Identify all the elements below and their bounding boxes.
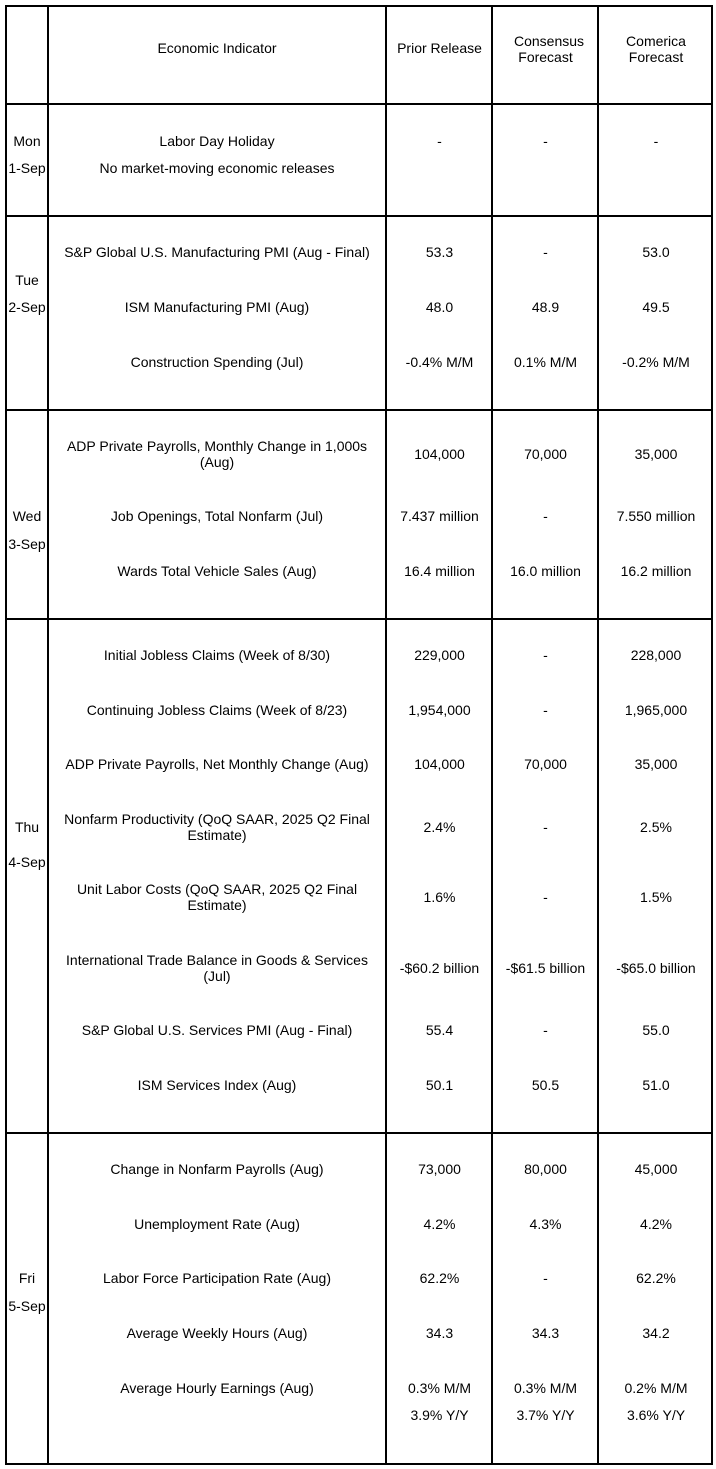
- comerica-value: 228,000: [630, 647, 682, 663]
- comerica-value: 45,000: [634, 1161, 678, 1177]
- indicator-name: Labor Day Holiday: [159, 133, 275, 149]
- indicator-name: Average Weekly Hours (Aug): [126, 1325, 308, 1341]
- table-border-top: [5, 5, 713, 7]
- table-border-right: [711, 5, 713, 1465]
- prior-value: -: [437, 133, 442, 149]
- consensus-value: 70,000: [524, 756, 567, 772]
- comerica-value: 35,000: [634, 446, 678, 462]
- day-date: 4-Sep: [8, 854, 46, 870]
- indicator-name: Nonfarm Productivity (QoQ SAAR, 2025 Q2 Final Estimate): [64, 811, 370, 843]
- prior-value: 1.6%: [423, 889, 456, 905]
- indicator-name: Initial Jobless Claims (Week of 8/30): [103, 647, 331, 663]
- prior-value: 104,000: [414, 446, 465, 462]
- comerica-value: -$65.0 billion: [616, 960, 696, 976]
- comerica-value: 62.2%: [636, 1270, 676, 1286]
- comerica-value: 1.5%: [640, 889, 672, 905]
- day-weekday: Wed: [12, 508, 42, 524]
- consensus-value: -: [543, 819, 548, 835]
- comerica-value: 7.550 million: [616, 508, 696, 524]
- indicator-name: Continuing Jobless Claims (Week of 8/23): [86, 702, 348, 718]
- indicator-name: Construction Spending (Jul): [130, 354, 304, 370]
- indicator-name: ISM Manufacturing PMI (Aug): [124, 299, 310, 315]
- indicator-note: No market-moving economic releases: [99, 160, 335, 176]
- consensus-value: -: [543, 508, 548, 524]
- indicator-name: Average Hourly Earnings (Aug): [120, 1380, 314, 1396]
- prior-value: 16.4 million: [404, 563, 475, 579]
- day-weekday: Fri: [18, 1270, 36, 1286]
- day-date: 5-Sep: [8, 1298, 46, 1314]
- consensus-value: 48.9: [531, 299, 560, 315]
- consensus-value: -$61.5 billion: [505, 960, 586, 976]
- column-divider: [385, 5, 387, 1465]
- prior-value: 4.2%: [423, 1216, 456, 1232]
- prior-value: 0.3% M/M: [407, 1380, 471, 1396]
- prior-value: 34.3: [425, 1325, 454, 1341]
- indicator-name: ADP Private Payrolls, Net Monthly Change (Aug): [65, 756, 369, 772]
- column-divider: [597, 5, 599, 1465]
- prior-value: 62.2%: [419, 1270, 460, 1286]
- prior-value: 50.1: [425, 1077, 454, 1093]
- consensus-value: 4.3%: [529, 1216, 562, 1232]
- prior-value-yoy: 3.9% Y/Y: [410, 1407, 469, 1423]
- indicator-name: Wards Total Vehicle Sales (Aug): [117, 563, 317, 579]
- indicator-name: ADP Private Payrolls, Monthly Change in 1,000s (Aug): [66, 438, 368, 470]
- consensus-value: -: [543, 244, 548, 260]
- prior-value: 53.3: [425, 244, 454, 260]
- prior-value: 229,000: [414, 647, 465, 663]
- comerica-value: 53.0: [642, 244, 670, 260]
- indicator-name: Unit Labor Costs (QoQ SAAR, 2025 Q2 Final Estimate): [76, 881, 358, 913]
- day-weekday: Tue: [15, 272, 39, 288]
- table-border-bottom: [5, 1463, 713, 1465]
- prior-value: -$60.2 billion: [399, 960, 480, 976]
- prior-value: 104,000: [414, 756, 465, 772]
- prior-value: 48.0: [425, 299, 454, 315]
- comerica-value: 16.2 million: [620, 563, 692, 579]
- column-divider: [47, 5, 49, 1465]
- consensus-value: 16.0 million: [510, 563, 581, 579]
- consensus-value: 70,000: [524, 446, 567, 462]
- consensus-value: -: [543, 647, 548, 663]
- comerica-value: 35,000: [634, 756, 678, 772]
- comerica-value: 0.2% M/M: [624, 1380, 688, 1396]
- prior-value: 2.4%: [423, 819, 456, 835]
- indicator-name: International Trade Balance in Goods & Services (Jul): [66, 952, 368, 984]
- comerica-value-yoy: 3.6% Y/Y: [626, 1407, 686, 1423]
- header-prior-release: Prior Release: [397, 40, 482, 56]
- row-divider: [5, 618, 713, 620]
- prior-value: 73,000: [418, 1161, 461, 1177]
- consensus-value: 80,000: [524, 1161, 567, 1177]
- day-date: 3-Sep: [8, 536, 46, 552]
- column-divider: [491, 5, 493, 1465]
- day-date: 2-Sep: [8, 299, 46, 315]
- consensus-value: -: [543, 1270, 548, 1286]
- consensus-value: -: [543, 133, 548, 149]
- row-divider: [5, 103, 713, 105]
- comerica-value: -0.2% M/M: [622, 354, 690, 370]
- row-divider: [5, 1132, 713, 1134]
- header-economic-indicator: Economic Indicator: [157, 40, 277, 56]
- comerica-value: 55.0: [642, 1022, 670, 1038]
- indicator-name: Change in Nonfarm Payrolls (Aug): [110, 1161, 324, 1177]
- consensus-value: -: [543, 1022, 548, 1038]
- indicator-name: S&P Global U.S. Manufacturing PMI (Aug - Final): [64, 244, 370, 260]
- consensus-value: 50.5: [531, 1077, 560, 1093]
- row-divider: [5, 215, 713, 217]
- comerica-value: 51.0: [642, 1077, 670, 1093]
- header-consensus-forecast: Consensus Forecast: [514, 33, 585, 65]
- comerica-value: 2.5%: [640, 819, 672, 835]
- comerica-value: 1,965,000: [624, 702, 688, 718]
- row-divider: [5, 409, 713, 411]
- comerica-value: 34.2: [642, 1325, 670, 1341]
- indicator-name: Unemployment Rate (Aug): [134, 1216, 300, 1232]
- indicator-name: Labor Force Participation Rate (Aug): [103, 1270, 331, 1286]
- consensus-value: -: [543, 889, 548, 905]
- consensus-value-yoy: 3.7% Y/Y: [516, 1407, 575, 1423]
- day-date: 1-Sep: [8, 160, 46, 176]
- consensus-value: -: [543, 702, 548, 718]
- prior-value: 1,954,000: [408, 702, 471, 718]
- day-weekday: Mon: [13, 133, 41, 149]
- consensus-value: 34.3: [531, 1325, 560, 1341]
- consensus-value: 0.3% M/M: [513, 1380, 577, 1396]
- prior-value: 55.4: [425, 1022, 454, 1038]
- consensus-value: 0.1% M/M: [513, 354, 577, 370]
- comerica-value: -: [653, 133, 659, 149]
- prior-value: 7.437 million: [400, 508, 479, 524]
- table-border-left: [5, 5, 7, 1465]
- indicator-name: S&P Global U.S. Services PMI (Aug - Final): [81, 1022, 353, 1038]
- prior-value: -0.4% M/M: [405, 354, 474, 370]
- comerica-value: 49.5: [642, 299, 670, 315]
- day-weekday: Thu: [14, 819, 40, 835]
- indicator-name: Job Openings, Total Nonfarm (Jul): [110, 508, 324, 524]
- comerica-value: 4.2%: [640, 1216, 672, 1232]
- header-comerica-forecast: Comerica Forecast: [626, 33, 686, 65]
- indicator-name: ISM Services Index (Aug): [137, 1077, 297, 1093]
